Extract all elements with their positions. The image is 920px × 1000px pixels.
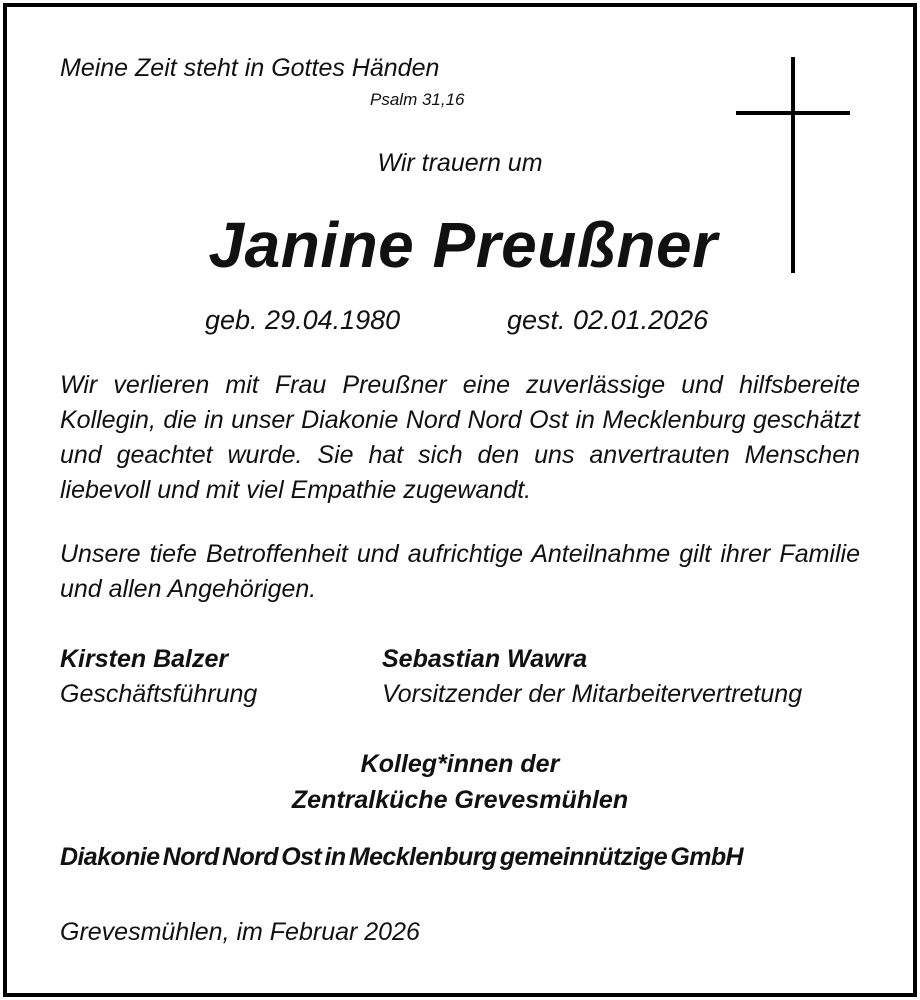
tribute-paragraph: Wir verlieren mit Frau Preußner eine zuverlässige und hilfsbereite Kollegin, die in unser Diakonie Nord Nord Ost in Mecklenburg geschätzt und geachtet wurde. Sie hat sich den uns anvertrauten Menschen liebevoll und mit viel Empathie zugewandt.	[60, 371, 860, 504]
signatory-role: Geschäftsführung	[60, 680, 258, 708]
death-date: gest. 02.01.2026	[507, 305, 709, 335]
place-date: Grevesmühlen, im Februar 2026	[60, 918, 420, 946]
birth-date: geb. 29.04.1980	[205, 305, 401, 335]
mourning-line: Wir trauern um	[377, 149, 543, 177]
deceased-name: Janine Preußner	[208, 209, 718, 281]
motto: Meine Zeit steht in Gottes Händen	[60, 54, 440, 82]
psalm-reference: Psalm 31,16	[370, 90, 465, 109]
signatory-role: Vorsitzender der Mitarbeitervertretung	[382, 680, 803, 708]
condolence-paragraph: Unsere tiefe Betroffenheit und aufrichtige Anteilnahme gilt ihrer Familie und allen Angehörigen.	[60, 540, 860, 603]
organization-name: Diakonie Nord Nord Ost in Mecklenburg gemeinnützige GmbH	[60, 843, 743, 871]
signatory-name: Sebastian Wawra	[382, 645, 588, 673]
team-line: Zentralküche Grevesmühlen	[291, 786, 629, 814]
team-line: Kolleg*innen der	[360, 750, 560, 778]
signatory-name: Kirsten Balzer	[60, 645, 229, 673]
